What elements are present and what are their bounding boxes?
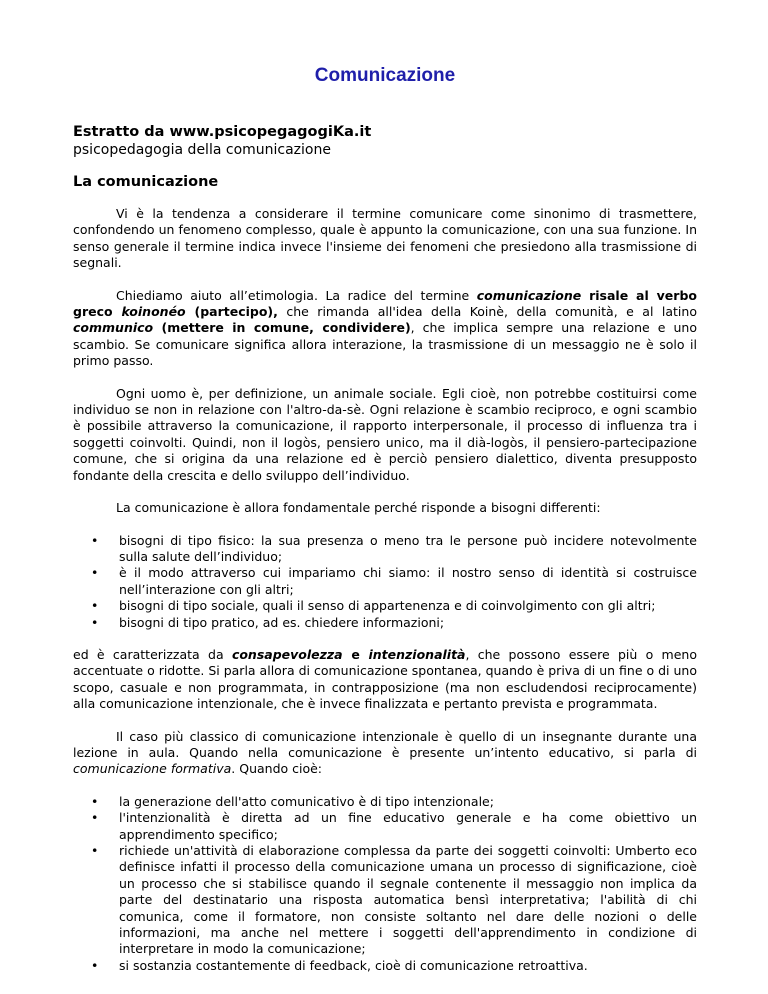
bullet-icon: • [91, 532, 99, 548]
section-heading: La comunicazione [73, 174, 219, 190]
term-communico: communico [73, 320, 154, 336]
list-item [91, 957, 697, 974]
bullet-icon: • [91, 810, 99, 826]
paragraph-4: La comunicazione è allora fondamentale perché risponde a bisogni differenti: [116, 500, 601, 516]
list-item-text: la generazione dell'atto comunicativo è di tipo intenzionale; [119, 793, 494, 809]
source-title: Estratto da www.psicopegagogiKa.it [73, 124, 372, 140]
term-condividere: (mettere in comune, condividere) [153, 320, 411, 336]
term-partecipo: (partecipo), [185, 304, 278, 320]
list-item [91, 598, 697, 614]
list-item-text: è il modo attraverso cui impariamo chi siamo: il nostro senso di identità si costruisce nell’interazione con gli altri; [119, 565, 697, 597]
bullet-icon: • [91, 565, 99, 581]
list-item-text: bisogni di tipo sociale, quali il senso di appartenenza e di coinvolgimento con gli altri; [119, 598, 656, 614]
paragraph-5-text: ed è caratterizzata da [73, 646, 232, 662]
paragraph-6-text: . Quando cioè: [231, 761, 323, 777]
bullet-icon: • [91, 793, 99, 809]
bullet-icon: • [91, 957, 99, 973]
list-item [91, 810, 697, 843]
term-koinoneo: koinonéo [121, 304, 186, 320]
list-item [91, 565, 697, 598]
source-subtitle: psicopedagogia della comunicazione [73, 142, 331, 158]
formative-list [73, 794, 697, 974]
paragraph-5 [73, 647, 697, 713]
needs-list [73, 533, 697, 631]
term-comunicazione-formativa: comunicazione formativa [73, 761, 232, 777]
paragraph-2-text: Chiediamo aiuto all’etimologia. La radice del termine [116, 287, 477, 303]
list-item [91, 532, 697, 566]
document-body [73, 206, 697, 990]
paragraph-6-text: Il caso più classico di comunicazione intenzionale è quello di un insegnante durante una lezione in aula. Quando nella comunicazione è presente un’intento educativo, si parla di [73, 728, 697, 760]
term-consapevolezza: consapevolezza [231, 646, 343, 662]
list-item-text: bisogni di tipo fisico: la sua presenza o meno tra le persone può incidere notevolmente sulla salute dell’individuo; [119, 532, 697, 564]
term-intenzionalita: intenzionalità [368, 646, 466, 662]
document-title: Comunicazione [314, 65, 456, 86]
paragraph-2 [73, 288, 697, 370]
paragraph-1: Vi è la tendenza a considerare il termine comunicare come sinonimo di trasmettere, confondendo un fenomeno complesso, quale è appunto la comunicazione, con una sua funzione. In senso generale il termine indica invece l'insieme dei fenomeni che presiedono alla trasmissione di segnali. [73, 206, 697, 271]
paragraph-6 [73, 729, 697, 778]
source-block [73, 123, 371, 159]
list-item [91, 793, 697, 810]
list-item-text: si sostanzia costantemente di feedback, cioè di comunicazione retroattiva. [119, 957, 588, 973]
paragraph-2-text: , che implica sempre una relazione e uno scambio. Se comunicare significa allora interazione, la trasmissione di un messaggio ne è solo il primo passo. [73, 320, 697, 369]
list-item-text: richiede un'attività di elaborazione complessa da parte dei soggetti coinvolti: Umberto eco definisce infatti il processo della comunicazione umana un processo di significazione, cioè un processo che si stabilisce quando il segnale contenente il messaggio non implica da parte del destinatario una risposta automatica bensì interpretativa; l'abilità di chi comunica, come il formatore, non consiste soltanto nel dare delle nozioni o delle informazioni, ma anche nel mettere i soggetti dell'apprendimento in condizione di interpretare in modo la comunicazione; [119, 843, 697, 957]
list-item [91, 843, 697, 958]
list-item-text: l'intenzionalità è diretta ad un fine educativo generale e ha come obiettivo un apprendimento specifico; [119, 810, 697, 842]
term-comunicazione: comunicazione [476, 287, 582, 303]
bullet-icon: • [91, 598, 99, 614]
bullet-icon: • [91, 614, 99, 630]
list-item-text: bisogni di tipo pratico, ad es. chiedere informazioni; [119, 614, 445, 630]
paragraph-5-text: , che possono essere più o meno accentuate o ridotte. Si parla allora di comunicazione spontanea, quando è priva di un fine o di uno scopo, casuale e non programmata, in contrapposizione (ma non escludendosi reciprocamente) alla comunicazione intenzionale, che è invece finalizzata e pertanto prevista e programmata. [73, 646, 697, 712]
paragraph-2-bold: risale al verbo greco [73, 287, 697, 320]
list-item [91, 614, 697, 631]
paragraph-5-bold: e [342, 646, 369, 662]
paragraph-2-text: che rimanda all'idea della Koinè, della comunità, e al latino [277, 304, 697, 320]
paragraph-3: Ogni uomo è, per definizione, un animale sociale. Egli cioè, non potrebbe costituirsi come individuo se non in relazione con l'altro-da-sè. Ogni relazione è scambio reciproco, e ogni scambio è possibile attraverso la comunicazione, il rapporto interpersonale, il processo di influenza tra i soggetti coinvolti. Quindi, non il logòs, pensiero unico, ma il dià-logòs, il pensiero-partecipazione comune, che si origina da una relazione ed è perciò pensiero dialettico, diventa presupposto fondante della crescita e dello sviluppo dell’individuo. [73, 385, 697, 483]
bullet-icon: • [91, 843, 99, 858]
